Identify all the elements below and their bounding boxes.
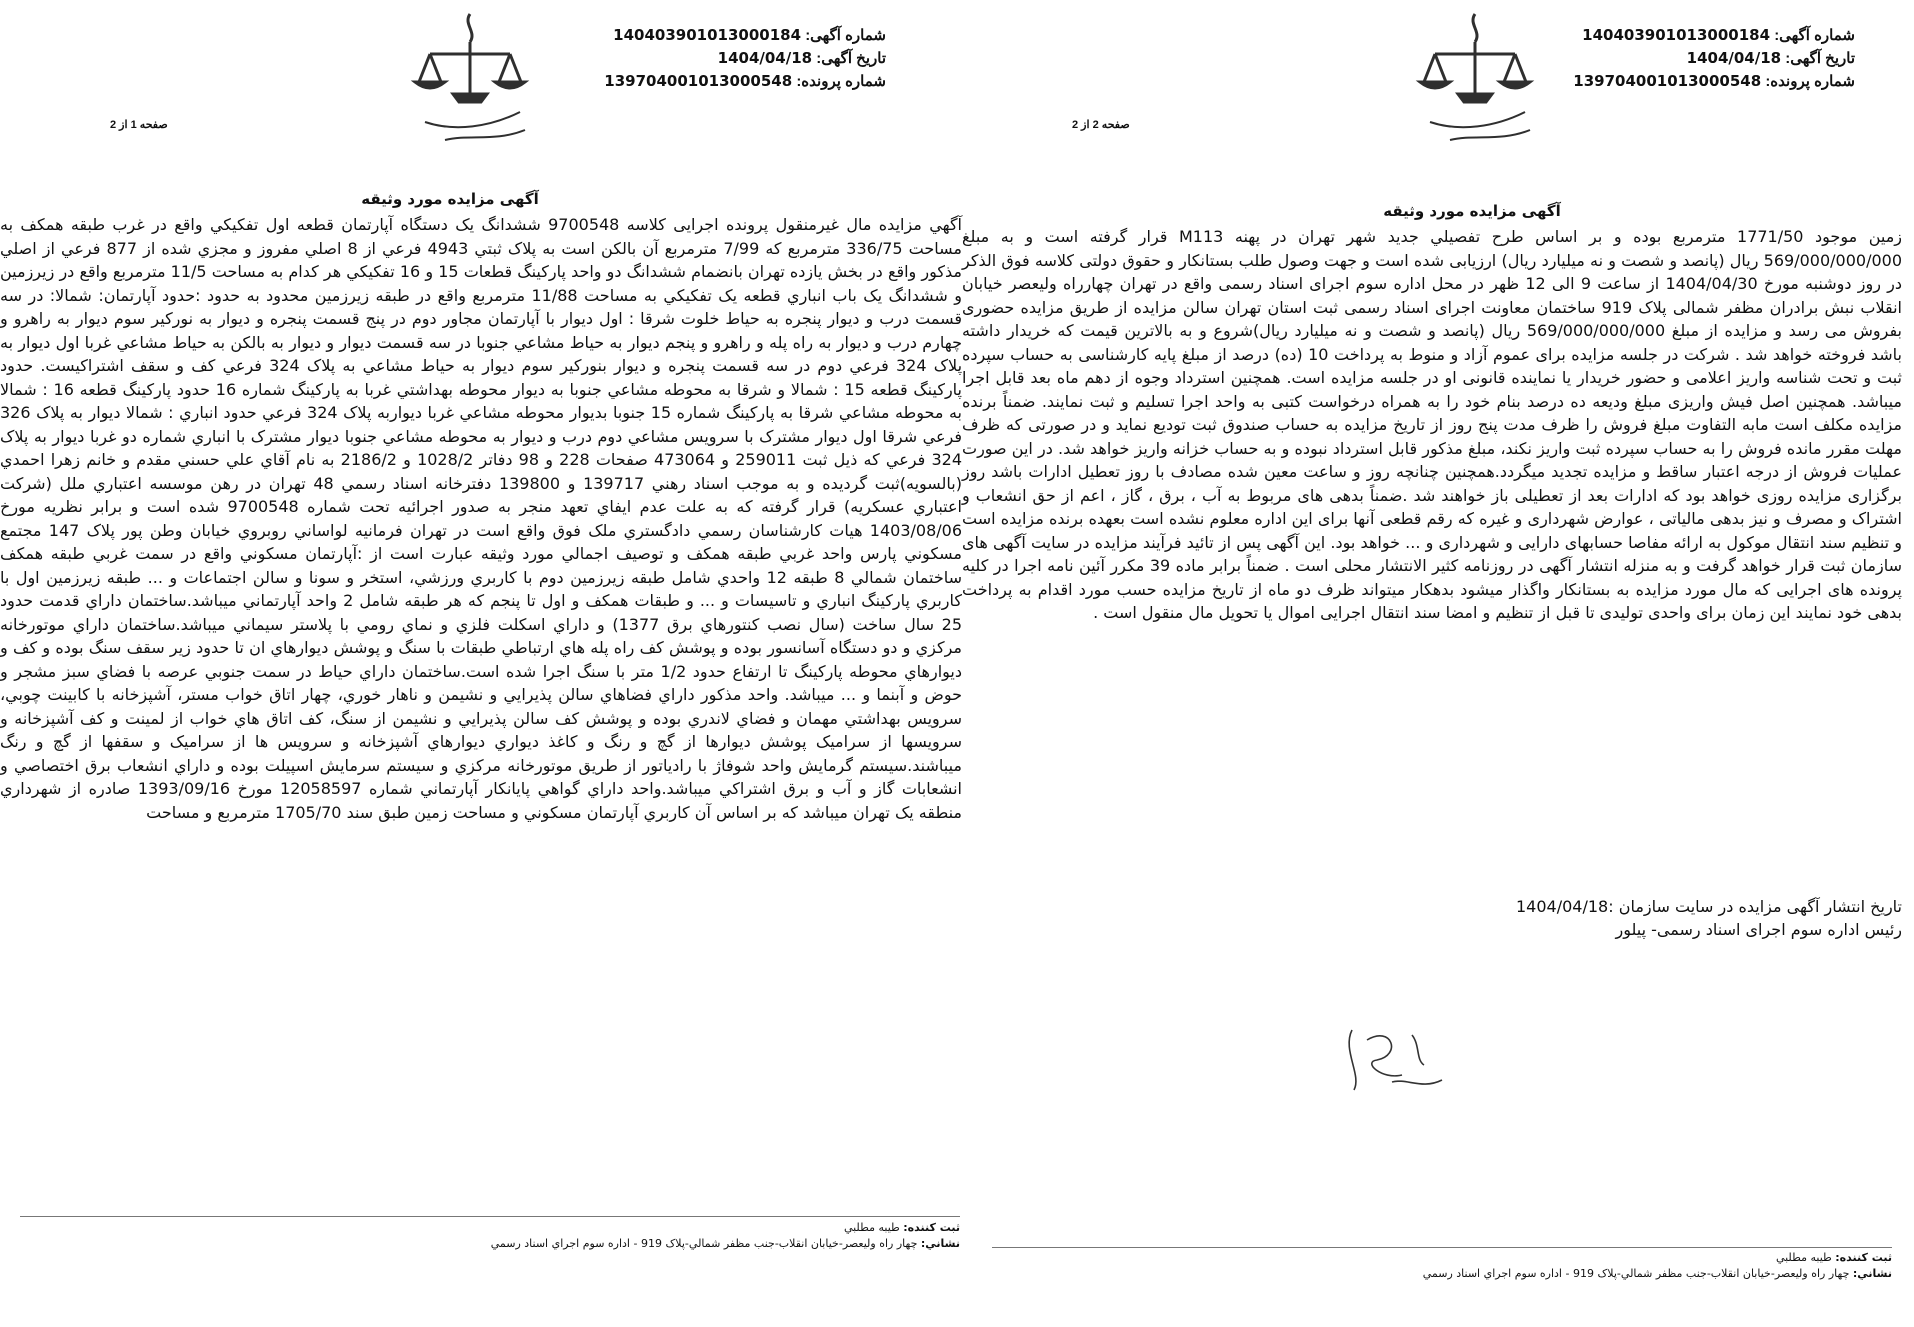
publish-date-line: تاريخ انتشار آگهی مزايده در سايت سازمان :1404/04/18 [1516, 897, 1902, 916]
registrar-name: طيبه مطلبي [843, 1221, 900, 1234]
file-number-label: شماره پرونده: [1765, 73, 1855, 90]
address-row [20, 1236, 960, 1252]
address-text: چهار راه وليعصر-خيابان انقلاب-جنب مظفر شمالي-پلاک 919 - اداره سوم اجراي اسناد رسمي [490, 1237, 918, 1250]
ad-body-text: آگهي مزايده مال غيرمنقول پرونده اجرايی كلاسه 9700548 ششدانگ يک دستگاه آپارتمان قطعه اول تفكيكي واقع در غرب طبقه همكف به مساحت 336/75 مترمربع كه 7/99 مترمربع آن بالكن است به پلاک ثبتي 4943 فرعي از 8 اصلي مفروز و مجزي شده از 877 فرعي از اصلي مذكور واقع در بخش يازده تهران بانضمام ششدانگ دو واحد پاركينگ قطعات 15 و 16 تفكيكي هر كدام به مساحت 11/5 مترمربع واقع در زيرزمين و ششدانگ يک باب انباري قطعه يک تفكيكي به مساحت 11/88 مترمربع واقع در طبقه زيرزمين محدود به حدود :حدود آپارتمان: شمالا: در سه قسمت درب و ديوار پنجره به حياط خلوت شرقا : اول ديوار با آپارتمان مجاور دوم در پنج قسمت پنجره و ديوار به نوركير سوم ديوار به راهرو و چهارم درب و ديوار به راه پله و راهرو و پنجم ديوار به حياط مشاعي جنوبا در سه قسمت ديوار و ديوار به بالكن به حياط مشاعي غربا اول ديوار به پلاک 324 فرعي دوم در سه قسمت پنجره و ديوار بنوركير سوم ديوار به حياط مشاعي به پلاک 324 فرعي كف و سقف اشتراكيست. حدود پاركينگ قطعه 15 : شمالا و شرقا به محوطه مشاعي جنوبا به ديوار محوطه بهداشتي غربا به پاركينگ شماره 16 حدود پاركينگ قطعه 16 : شمالا به محوطه مشاعي شرقا به پاركينگ شماره 15 جنوبا بديوار محوطه مشاعي غربا ديواربه پلاک 324 فرعي حدود انباري : شمالا ديوار به پلاک 326 فرعي شرقا اول ديوار مشترک با سرويس مشاعي دوم درب و ديوار به محوطه مشاعي جنوبا ديوار مشترک با انباري شماره دو غربا ديوار به پلاک 324 فرعي كه ذيل ثبت 259011 و 473064 صفحات 228 و 98 دفاتر 1028/2 و 2186/2 به نام آقاي علي حسني مقدم و خانم زهرا احمدي (بالسويه)ثبت گرديده و به موجب اسناد رهني 139717 و 139800 دفترخانه اسناد رسمي 48 تهران در رهن موسسه اعتباري ملل (شركت اعتباري عسكريه) قرار گرفته كه به علت عدم ايفاي تعهد منجر به صدور اجرائيه تحت شماره 9700548 شده است و برابر نظريه مورخ 1403/08/06 هيات كارشناسان رسمي دادگستري ملک فوق واقع است در تهران فرمانيه لواساني روبروي خيابان وطن پور پلاک 147 مجتمع مسكوني پارس واحد غربي طبقه همكف و توصيف اجمالي مورد وثيقه عبارت است از :آپارتمان مسكوني واقع در سمت غربي طبقه همكف ساختمان شمالي 8 طبقه 12 واحدي شامل طبقه زيرزمين دوم با كاربري ورزشي، استخر و سونا و سالن اجتماعات و ... طبقه زيرزمين اول با كاربري پاركينگ انباري و تاسيسات و ... و طبقات همكف و اول تا پنجم كه هر طبقه شامل 2 واحد آپارتماني ميباشد.ساختمان داراي قدمت حدود 25 سال ساخت (سال نصب كنتورهاي برق 1377) و داراي اسكلت فلزي و نماي رومي با پلاستر سيماني ميباشد.ساختمان داراي موتورخانه مركزي و دو دستگاه آسانسور بوده و پوشش كف راه پله هاي ارتباطي طبقات با سنگ و پوشش ديوارهاي ان تا حدود زير سقف سنگ بوده و كف و ديوارهاي محوطه پاركينگ تا ارتفاع حدود 1/2 متر با سنگ اجرا شده است.ساختمان داراي حياط در سمت جنوبي عرصه با فضاي سبز مشجر و حوض و آبنما و ... ميباشد. واحد مذكور داراي فضاهاي سالن پذيرايي و نشيمن و ناهار خوري، چهار اتاق خواب مستر، آشپزخانه با كابينت چوبي، سرويس بهداشتي مهمان و فضاي لاندري بوده و پوشش كف سالن پذيرايي و نشيمن از سنگ، كف اتاق هاي خواب از لمينت و كف آشپزخانه و سرويسها از سراميک پوشش ديوارها از گچ و رنگ و كاغذ ديواري ديوارهاي آشپزخانه و سرويس ها از سراميک و سقفها از گچ و رنگ ميباشند.سيستم گرمايش واحد شوفاژ با رادياتور از طريق موتورخانه مركزي و سيستم سرمايش اسپيلت بوده و داراي انشعاب برق اختصاصي و انشعابات گاز و آب و برق اشتراكي ميباشد.واحد داراي گواهي پايانكار آپارتماني شماره 12058597 مورخ 1393/09/16 صادره از شهرداري منطقه يک تهران ميباشد كه بر اساس آن كاربري آپارتمان مسكوني و مساحت زمين طبق سند 1705/70 مترمربع و مساحت [0, 215, 963, 822]
ad-number-row [1525, 24, 1855, 47]
ad-date-row [1525, 47, 1855, 70]
file-number-label: شماره پرونده: [796, 73, 886, 90]
official-title-line: رئيس اداره سوم اجرای اسناد رسمی- پيلور [1615, 920, 1902, 939]
address-label: نشاني: [920, 1237, 960, 1250]
ad-number: 140403901013000184 [1582, 26, 1771, 44]
page-number: صفحه 1 از 2 [110, 119, 168, 131]
file-number-row [556, 70, 886, 93]
ad-number-row [556, 24, 886, 47]
registrar-row [20, 1220, 960, 1236]
ad-date: 1404/04/18 [717, 49, 813, 67]
file-number: 139704001013000548 [604, 72, 793, 90]
address-label: نشاني: [1852, 1267, 1892, 1280]
page-title: آگهی مزایده مورد وثیقه [1383, 202, 1561, 220]
file-number-row [1525, 70, 1855, 93]
ad-date-label: تاریخ آگهی: [816, 50, 886, 67]
registrar-label: ثبت كننده: [903, 1221, 960, 1234]
registrar-label: ثبت كننده: [1835, 1251, 1892, 1264]
footer [20, 1220, 960, 1252]
address-row [992, 1266, 1892, 1282]
page-2 [962, 0, 1914, 1327]
file-number: 139704001013000548 [1573, 72, 1762, 90]
ad-number: 140403901013000184 [613, 26, 802, 44]
footer-divider [992, 1247, 1892, 1248]
registrar-row [992, 1250, 1892, 1266]
footer-divider [20, 1216, 960, 1217]
ad-meta [556, 24, 886, 93]
page-number: صفحه 2 از 2 [1072, 119, 1130, 131]
page-title: آگهی مزایده مورد وثیقه [361, 190, 539, 208]
ad-date-row [556, 47, 886, 70]
ad-number-label: شماره آگهی: [1774, 27, 1855, 44]
address-text: چهار راه وليعصر-خيابان انقلاب-جنب مظفر شمالي-پلاک 919 - اداره سوم اجراي اسناد رسمي [1422, 1267, 1850, 1280]
ad-date: 1404/04/18 [1686, 49, 1782, 67]
ad-body-text: زمين موجود 1771/50 مترمربع بوده و بر اساس طرح تفصيلي جديد شهر تهران در پهنه M113 قرار گرفته است و به مبلغ 569/000/000/000 ريال (پانصد و شصت و نه ميليارد ريال) ارزيابی شده است و جهت وصول طلب بستانكار و حقوق دولتی كلاسه فوق الذكر در روز دوشنبه مورخ 1404/04/30 از ساعت 9 الی 12 ظهر در محل اداره سوم اجرای اسناد رسمی واقع در تهران چهارراه وليعصر خيابان انقلاب نبش برادران مظفر شمالی پلاک 919 ساختمان معاونت اجرای اسناد رسمی ثبت استان تهران سالن مزايده از طريق مزايده حضوری بفروش می رسد و مزايده از مبلغ 569/000/000/000 ريال (پانصد و شصت و نه ميليارد ريال)شروع و به بالاترين قيمت كه خريدار داشته باشد فروخته خواهد شد . شركت در جلسه مزايده برای عموم آزاد و منوط به پرداخت 10 (ده) درصد از مبلغ پايه كارشناسی به حساب سپرده ثبت و تحت شناسه واريز اعلامی و حضور خريدار يا نماينده قانونی او در جلسه مزايده است. همچنين استرداد وجوه از دهم ماه بعد قابل اجرا ميباشد. همچنين اصل فيش واريزی مبلغ وديعه ده درصد بنام خود را به همراه درخواست كتبی به واحد اجرا تسليم و ثبت نمايند. ضمناً برنده مزايده مكلف است مابه التفاوت مبلغ فروش را ظرف مدت پنج روز از تاريخ مزايده به حساب صندوق ثبت توديع نمايد و در صورتی كه ظرف مهلت مقرر مانده فروش را به حساب سپرده ثبت واريز نكند، مبلغ مذكور قابل استرداد نبوده و به حساب خزانه واريز خواهد شد. در اين صورت عمليات فروش از درجه اعتبار ساقط و مزايده تجديد ميگردد.همچنين چنانچه روز و ساعت معين شده مصادف با روز تعطيل ادارات باشد روز برگزاری مزايده روزی خواهد بود كه ادارات بعد از تعطيلی باز خواهند شد .ضمناً بدهی های مربوط به آب ، برق ، گاز ، اعم از حق انشعاب و اشتراک و مصرف و نيز بدهی مالياتی ، عوارض شهرداری و غيره كه رقم قطعی آنها برای اين اداره معلوم نشده است بعهده برنده مزايده است و تنظيم سند انتقال موكول به ارائه مفاصا حسابهای دارايی و شهرداری و ... خواهد بود. اين آگهی پس از تائيد فرآيند مزايده در سايت آگهی های سازمان ثبت قرار خواهد گرفت و به منزله انتشار آگهی در روزنامه كثير الانتشار محلی است . ضمناً برابر ماده 39 مكرر آئين نامه اجرا در كليه پرونده های اجرايی كه مال مورد مزايده به بستانكار واگذار ميشود بدهكار ميتواند ظرف دو ماه از تاريخ مزايده حسب مورد اقدام به پرداخت بدهی خود نمايند اين زمان برای واحدی توليدی تا قبل از تنظيم و امضا سند انتقال اجرايی اموال يا تحويل مال منقول است . [962, 227, 1903, 622]
judiciary-emblem [395, 2, 545, 152]
footer [992, 1250, 1892, 1282]
ad-date-label: تاریخ آگهی: [1785, 50, 1855, 67]
registrar-name: طيبه مطلبي [1775, 1251, 1832, 1264]
signature-image [1332, 1020, 1452, 1100]
ad-meta [1525, 24, 1855, 93]
ad-number-label: شماره آگهی: [805, 27, 886, 44]
